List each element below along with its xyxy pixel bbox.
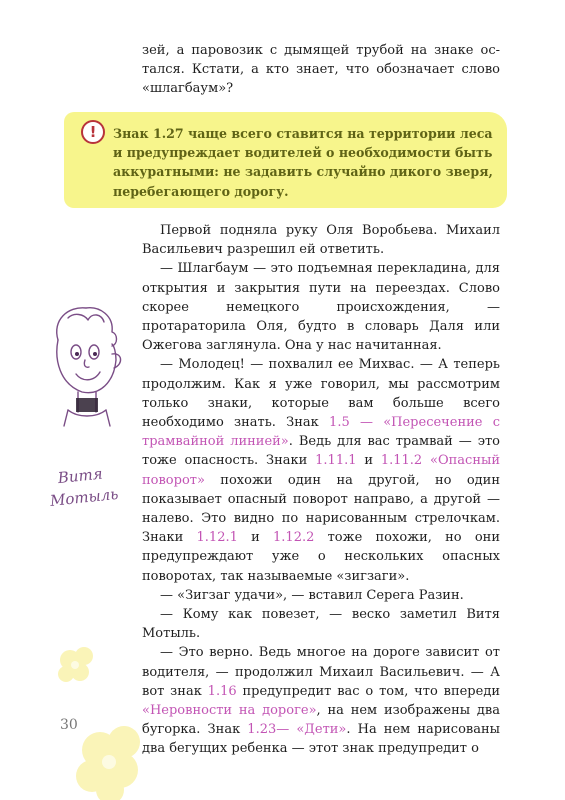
top-line-2: тался. Кстати, а кто знает, что обозначает слово bbox=[142, 62, 500, 78]
sign-link-1-23[interactable]: 1.23— «Дети» bbox=[247, 722, 347, 738]
sign-link-1-16[interactable]: 1.16 bbox=[207, 683, 237, 699]
paragraph-1: Первой подняла руку Оля Воробьева. Михаил Васильевич разрешил ей ответить. bbox=[142, 223, 500, 258]
paragraph-4: — «Зигзаг удачи», — вставил Серега Разин. bbox=[160, 587, 464, 603]
top-line-3: «шлагбаум»? bbox=[142, 81, 234, 97]
signature-line-2: Мотыль bbox=[49, 484, 120, 510]
p6-text-3: , на нем изображены два бугорка. Знак bbox=[142, 703, 500, 738]
p3-text-2: . Ведь для вас трамвай — это тоже опасность. Знаки bbox=[142, 434, 500, 469]
p6-text-1: — Это верно. Ведь многое на дороге зависит от водителя, — продолжил Михаил Васильевич. — А вот знак bbox=[142, 645, 500, 699]
p6-text-2: предупредит вас о том, что впереди bbox=[236, 683, 500, 699]
signature-vitya-motyl bbox=[48, 458, 128, 514]
sign-link-1-12-1[interactable]: 1.12.1 bbox=[196, 530, 238, 546]
sign-link-1-11-2[interactable]: 1.11.2 «Опасный поворот» bbox=[142, 453, 501, 488]
top-paragraph bbox=[142, 41, 500, 99]
paragraph-2: — Шлагбаум — это подъемная перекладина, для открытия и закрытия пути на переездах. Слово скорее немецкого происхождения, — протараторила Оля, будто в словарь Даля или Ожегова заглянула. Она у нас начитанная. bbox=[142, 261, 500, 354]
paragraph-5: — Кому как повезет, — веско заметил Витя Мотыль. bbox=[142, 607, 500, 642]
exclamation-icon: ! bbox=[81, 120, 105, 144]
sign-link-1-5[interactable]: 1.5 — «Пересечение с трамвайной линией» bbox=[142, 415, 500, 450]
decorative-flowers bbox=[40, 630, 150, 800]
p6-text-4: . На нем нарисованы два бегущих ребенка — этот знак предупредит о bbox=[142, 722, 500, 757]
top-line-1: зей, а паровозик с дымящей трубой на знаке ос- bbox=[142, 43, 500, 58]
paragraph-6 bbox=[142, 643, 500, 758]
paragraph-3 bbox=[142, 355, 500, 585]
p3-text-1: — Молодец! — похвалил ее Михвас. — А теперь продолжим. Как я уже говорил, мы рассмотрим только знаки, которые вам больше всего необходимо знать. Знак bbox=[142, 357, 500, 431]
p3-text-6: тоже похожи, но они предупреждают уже о нескольких опасных поворотах, так называемые «зигзаги». bbox=[142, 530, 500, 584]
sign-link-1-11-1[interactable]: 1.11.1 bbox=[315, 453, 357, 469]
p3-text-4: похожи один на другой, но один показывает опасный поворот направо, а другой — налево. Это видно по нарисованным стрелочкам. Знаки bbox=[142, 472, 500, 546]
note-text: Знак 1.27 чаще всего ставится на территории леса и предупреждает водителей о необходимости быть аккуратными: не задавить случайно дикого зверя, перебегающего дорогу. bbox=[113, 126, 493, 199]
main-text bbox=[142, 221, 500, 759]
signature-line-1: Витя bbox=[56, 464, 104, 488]
p3-text-5: и bbox=[237, 530, 274, 546]
sign-link-1-12-2[interactable]: 1.12.2 bbox=[273, 530, 315, 546]
p3-text-3: и bbox=[356, 453, 381, 469]
boy-illustration bbox=[38, 300, 130, 470]
sign-link-bumps[interactable]: «Неровности на дороге» bbox=[142, 703, 317, 719]
page-number: 30 bbox=[60, 717, 78, 733]
